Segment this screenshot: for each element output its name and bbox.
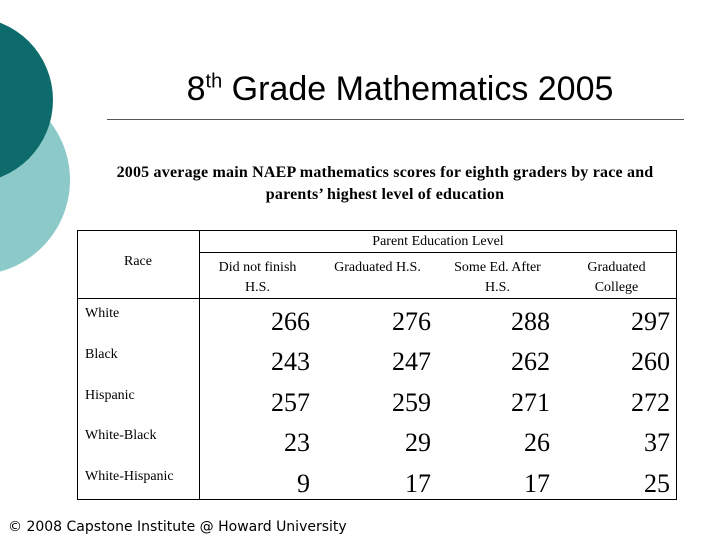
- table-cell: 243: [271, 347, 310, 376]
- table-cell: 9: [297, 469, 310, 498]
- page-title: [0, 70, 720, 109]
- race-label-black: Black: [85, 347, 118, 362]
- table-cell: 262: [511, 347, 550, 376]
- column-header-graduated-hs: Graduated H.S.: [334, 260, 421, 275]
- race-label-hispanic: Hispanic: [85, 388, 135, 403]
- table-cell: 247: [392, 347, 431, 376]
- table-cell: 276: [392, 307, 431, 336]
- table-cell: 266: [271, 307, 310, 336]
- column-header-some-ed-after-hs: Some Ed. After H.S.: [454, 260, 541, 295]
- table-cell: 288: [511, 307, 550, 336]
- decorative-circles: [0, 0, 80, 300]
- group-header-rule: [199, 252, 677, 253]
- title-rest: Grade Mathematics 2005: [222, 70, 614, 108]
- column-header-did-not-finish: Did not finish H.S.: [218, 260, 297, 295]
- copyright-footer: © 2008 Capstone Institute @ Howard University: [8, 519, 347, 535]
- table-cell: 271: [511, 388, 550, 417]
- table-cell: 23: [284, 428, 310, 457]
- title-rule: [107, 119, 684, 120]
- race-label-white-black: White-Black: [85, 428, 157, 443]
- table-cell: 259: [392, 388, 431, 417]
- table-cell: 260: [631, 347, 670, 376]
- race-label-white: White: [85, 306, 120, 321]
- subtitle-line-1: 2005 average main NAEP mathematics scores for eighth graders by race and: [116, 164, 654, 181]
- table-cell: 37: [644, 428, 670, 457]
- table-cell: 297: [631, 307, 670, 336]
- table-cell: 26: [524, 428, 550, 457]
- title-main: 8: [186, 70, 206, 108]
- table-cell: 17: [524, 469, 550, 498]
- table-cell: 257: [271, 388, 310, 417]
- table-cell: 272: [631, 388, 670, 417]
- title-superscript: th: [205, 70, 223, 93]
- table-cell: 29: [405, 428, 431, 457]
- race-label-white-hispanic: White-Hispanic: [85, 469, 174, 484]
- race-header: Race: [124, 254, 152, 269]
- table-cell: 25: [644, 469, 670, 498]
- parent-education-header: Parent Education Level: [372, 234, 504, 249]
- column-header-graduated-college: Graduated College: [587, 260, 646, 295]
- subtitle: [80, 162, 690, 206]
- table-cell: 17: [405, 469, 431, 498]
- header-bottom-rule: [77, 298, 677, 299]
- subtitle-line-2: parents’ highest level of education: [265, 186, 505, 203]
